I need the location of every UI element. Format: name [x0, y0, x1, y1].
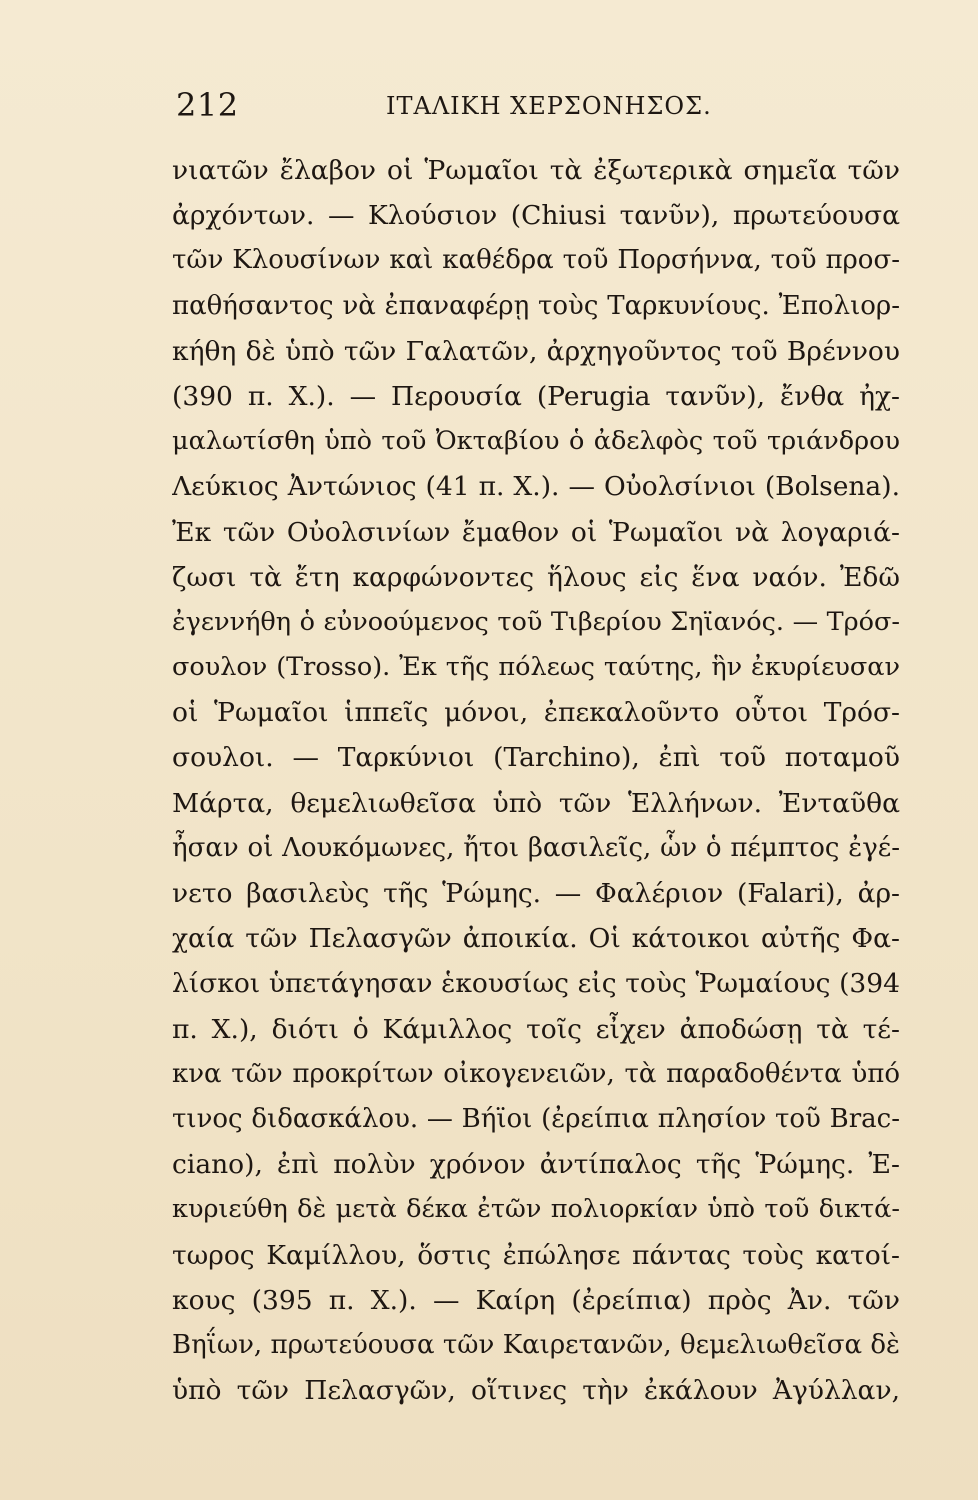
- text-line: τινος διδασκάλου. — Βήϊοι (ἐρείπια πλησίον τοῦ Brac-: [172, 1103, 900, 1134]
- page-number: 212: [176, 86, 239, 124]
- text-line: νετο βασιλεὺς τῆς Ῥώμης. — Φαλέριον (Falari), ἀρ-: [172, 878, 900, 909]
- body-text: [172, 148, 900, 1413]
- text-line: λίσκοι ὑπετάγησαν ἑκουσίως εἰς τοὺς Ῥωμαίους (394: [172, 968, 900, 1000]
- text-line: π. Χ.), διότι ὁ Κάμιλλος τοῖς εἶχεν ἀποδώσῃ τὰ τέ-: [172, 1013, 900, 1045]
- text-line: Μάρτα, θεμελιωθεῖσα ὑπὸ τῶν Ἑλλήνων. Ἐνταῦθα: [172, 787, 900, 819]
- running-title: ΙΤΑΛΙΚΗ ΧΕΡΣΟΝΗΣΟΣ.: [386, 92, 712, 120]
- text-line: ἐγεννήθη ὁ εὐνοούμενος τοῦ Τιβερίου Σηϊανός. — Τρόσ-: [172, 606, 900, 637]
- text-line: ζωσι τὰ ἔτη καρφώνοντες ἥλους εἰς ἕνα ναόν. Ἐδῶ: [172, 561, 900, 593]
- text-line: κυριεύθη δὲ μετὰ δέκα ἐτῶν πολιορκίαν ὑπὸ τοῦ δικτά-: [172, 1194, 900, 1225]
- text-line: σουλον (Trosso). Ἐκ τῆς πόλεως ταύτης, ἣν ἐκυρίευσαν: [172, 652, 900, 683]
- text-line: νιατῶν ἔλαβον οἱ Ῥωμαῖοι τὰ ἐξωτερικὰ σημεῖα τῶν: [172, 155, 900, 186]
- text-line: ciano), ἐπὶ πολὺν χρόνον ἀντίπαλος τῆς Ῥώμης. Ἐ-: [172, 1149, 900, 1181]
- text-line: παθήσαντος νὰ ἐπαναφέρῃ τοὺς Ταρκυνίους. Ἐπολιορ-: [172, 290, 900, 321]
- text-line: ἦσαν οἱ Λουκόμωνες, ἤτοι βασιλεῖς, ὧν ὁ πέμπτος ἐγέ-: [172, 832, 900, 863]
- text-line: τῶν Κλουσίνων καὶ καθέδρα τοῦ Πορσήννα, τοῦ προσ-: [172, 245, 900, 276]
- text-line: ὑπὸ τῶν Πελασγῶν, οἵτινες τὴν ἐκάλουν Ἀγύλλαν,: [172, 1375, 900, 1407]
- text-line: Βηΐων, πρωτεύουσα τῶν Καιρετανῶν, θεμελιωθεῖσα δὲ: [172, 1329, 900, 1360]
- text-line: (390 π. Χ.). — Περουσία (Perugia τανῦν), ἔνθα ἠχ-: [172, 380, 900, 412]
- text-line: κήθη δὲ ὑπὸ τῶν Γαλατῶν, ἀρχηγοῦντος τοῦ Βρέννου: [172, 335, 900, 367]
- text-line: κους (395 π. Χ.). — Καίρη (ἐρείπια) πρὸς Ἀν. τῶν: [172, 1284, 900, 1316]
- page-header: [176, 86, 896, 136]
- text-line: κνα τῶν προκρίτων οἰκογενειῶν, τὰ παραδοθέντα ὑπό: [172, 1058, 900, 1089]
- text-line: οἱ Ῥωμαῖοι ἱππεῖς μόνοι, ἐπεκαλοῦντο οὗτοι Τρόσ-: [172, 697, 900, 729]
- text-line: Ἐκ τῶν Οὐολσινίων ἔμαθον οἱ Ῥωμαῖοι νὰ λογαριά-: [172, 516, 900, 548]
- text-line: Λεύκιος Ἀντώνιος (41 π. Χ.). — Οὐολσίνιοι (Bolsena).: [172, 471, 900, 503]
- text-line: τωρος Καμίλλου, ὅστις ἐπώλησε πάντας τοὺς κατοί-: [172, 1239, 900, 1271]
- text-line: μαλωτίσθη ὑπὸ τοῦ Ὀκταβίου ὁ ἀδελφὸς τοῦ τριάνδρου: [172, 426, 900, 457]
- text-line: σουλοι. — Ταρκύνιοι (Tarchino), ἐπὶ τοῦ ποταμοῦ: [172, 742, 900, 774]
- text-line: ἀρχόντων. — Κλούσιον (Chiusi τανῦν), πρωτεύουσα: [172, 200, 900, 232]
- text-line: χαία τῶν Πελασγῶν ἀποικία. Οἱ κάτοικοι αὐτῆς Φα-: [172, 923, 900, 955]
